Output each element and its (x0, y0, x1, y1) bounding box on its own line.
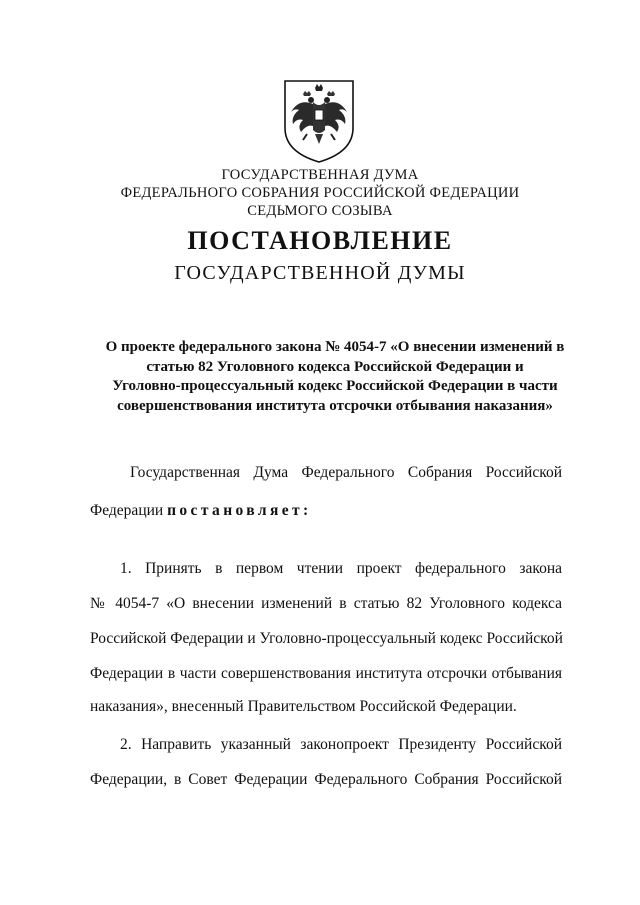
header-federal-assembly: ФЕДЕРАЛЬНОГО СОБРАНИЯ РОССИЙСКОЙ ФЕДЕРАЦИИ (120, 185, 520, 201)
item-2-line (90, 770, 562, 790)
item-1-line (90, 697, 562, 717)
preamble-text (90, 501, 562, 521)
subject-line: О проекте федерального закона № 4054-7 «О внесении изменений в (105, 339, 565, 355)
preamble-line (90, 501, 562, 521)
coat-of-arms-icon (281, 78, 357, 164)
header-duma: ГОСУДАРСТВЕННАЯ ДУМА (221, 167, 419, 183)
item-1-text: Федерации в части совершенствования института отсрочки отбывания (90, 665, 562, 682)
item-1-line (120, 559, 562, 579)
item-1-line (90, 629, 562, 649)
item-1-text: Российской Федерации и Уголовно-процессуальный кодекс Российской (90, 630, 563, 647)
document-title: ПОСТАНОВЛЕНИЕ (187, 226, 453, 255)
item-1-text: № 4054-7 «О внесении изменений в статью 82 Уголовного кодекса (90, 595, 562, 612)
document-subtitle: ГОСУДАРСТВЕННОЙ ДУМЫ (174, 262, 466, 284)
subject-line: совершенствования института отсрочки отбывания наказания» (117, 397, 553, 414)
item-2-text: 2. Направить указанный законопроект Президенту Российской (120, 736, 562, 753)
item-1-line (90, 664, 562, 684)
item-2-line (120, 735, 562, 755)
preamble-line (130, 463, 562, 483)
item-1-line (90, 594, 562, 614)
subject-line: статью 82 Уголовного кодекса Российской Федерации и (146, 358, 524, 375)
item-2-text: Федерации, в Совет Федерации Федерального Собрания Российской (90, 771, 562, 788)
item-1-text: 1. Принять в первом чтении проект федерального закона (120, 560, 562, 577)
preamble-text: Государственная Дума Федерального Собрания Российской (130, 464, 562, 481)
item-1-text: наказания», внесенный Правительством Российской Федерации. (90, 698, 517, 715)
preamble-prefix: Федерации (90, 502, 168, 519)
subject-heading (100, 338, 570, 416)
subject-line: Уголовно-процессуальный кодекс Российской Федерации в части (112, 378, 558, 394)
resolves-word: постановляет: (167, 502, 312, 519)
header-convocation: СЕДЬМОГО СОЗЫВА (247, 203, 393, 219)
